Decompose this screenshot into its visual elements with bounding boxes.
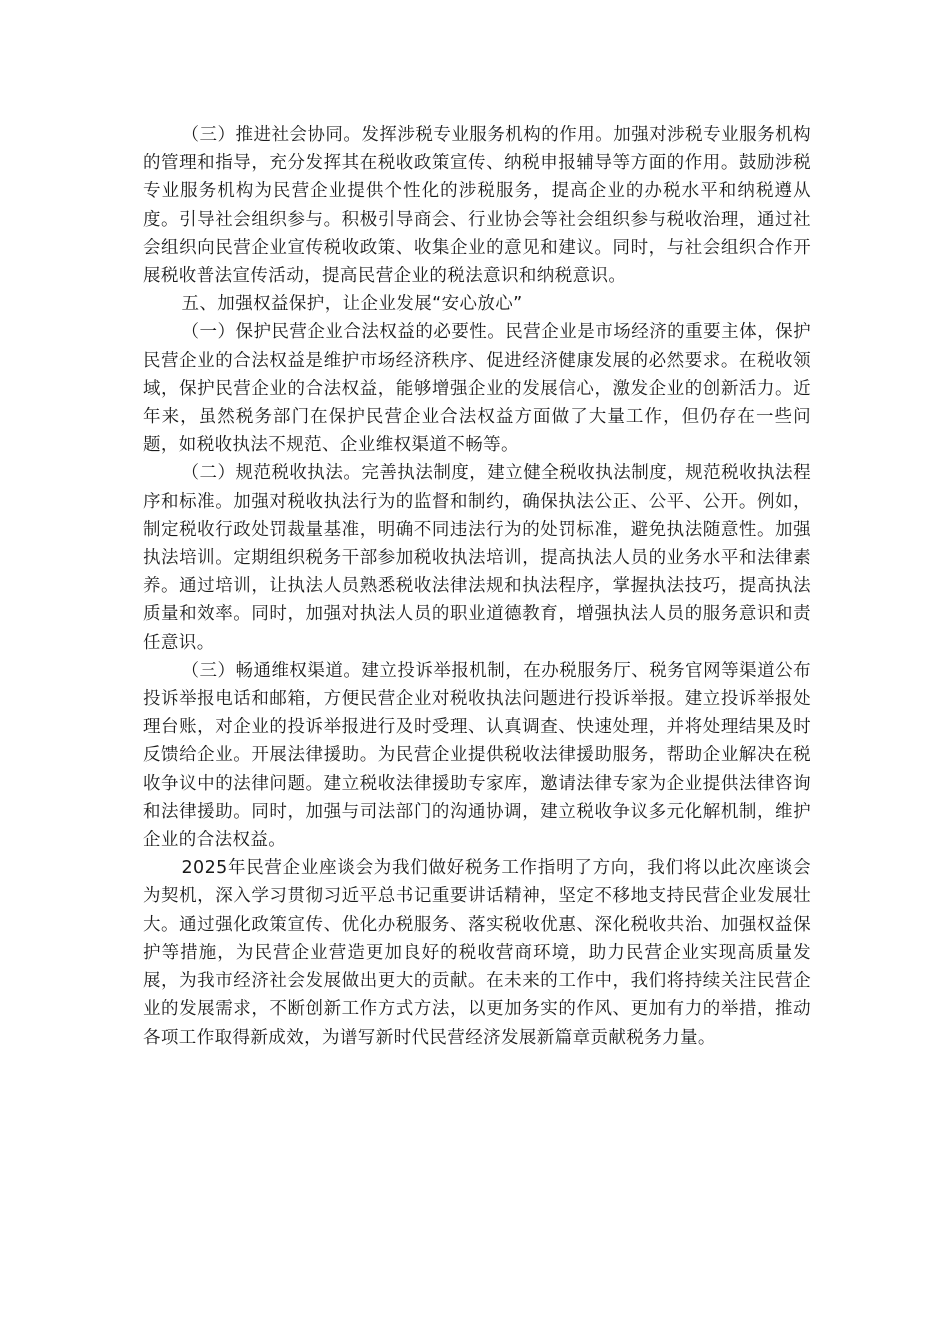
paragraph-social-collaboration: （三）推进社会协同。发挥涉税专业服务机构的作用。加强对涉税专业服务机构的管理和指导，充分发挥其在税收政策宣传、纳税申报辅导等方面的作用。鼓励涉税专业服务机构为民营企业提供个性化的涉税服务，提高企业的办税水平和纳税遵从度。引导社会组织参与。积极引导商会、行业协会等社会组织参与税收治理，通过社会组织向民营企业宣传税收政策、收集企业的意见和建议。同时，与社会组织合作开展税收普法宣传活动，提高民营企业的税法意识和纳税意识。 xyxy=(143,125,811,287)
paragraph-regulate-enforcement: （二）规范税收执法。完善执法制度，建立健全税收执法制度，规范税收执法程序和标准。加强对税收执法行为的监督和制约，确保执法公正、公平、公开。例如，制定税收行政处罚裁量基准，明确不同违法行为的处罚标准，避免执法随意性。加强执法培训。定期组织税务干部参加税收执法培训，提高执法人员的业务水平和法律素养。通过培训，让执法人员熟悉税收法律法规和执法程序，掌握执法技巧，提高执法质量和效率。同时，加强对执法人员的职业道德教育，增强执法人员的服务意识和责任意识。 xyxy=(143,463,811,653)
section-heading-rights-protection: 五、加强权益保护，让企业发展“安心放心” xyxy=(181,294,523,315)
paragraph-rights-necessity: （一）保护民营企业合法权益的必要性。民营企业是市场经济的重要主体，保护民营企业的合法权益是维护市场经济秩序、促进经济健康发展的必然要求。在税收领域，保护民营企业的合法权益，能够增强企业的发展信心，激发企业的创新活力。近年来，虽然税务部门在保护民营企业合法权益方面做了大量工作，但仍存在一些问题，如税收执法不规范、企业维权渠道不畅等。 xyxy=(143,322,811,456)
document-body xyxy=(143,121,811,1052)
paragraph-rights-channels: （三）畅通维权渠道。建立投诉举报机制，在办税服务厅、税务官网等渠道公布投诉举报电话和邮箱，方便民营企业对税收执法问题进行投诉举报。建立投诉举报处理台账，对企业的投诉举报进行及时受理、认真调查、快速处理，并将处理结果及时反馈给企业。开展法律援助。为民营企业提供税收法律援助服务，帮助企业解决在税收争议中的法律问题。建立税收法律援助专家库，邀请法律专家为企业提供法律咨询和法律援助。同时，加强与司法部门的沟通协调，建立税收争议多元化解机制，维护企业的合法权益。 xyxy=(143,660,811,851)
paragraph-conclusion: 2025年民营企业座谈会为我们做好税务工作指明了方向，我们将以此次座谈会为契机，深入学习贯彻习近平总书记重要讲话精神，坚定不移地支持民营企业发展壮大。通过强化政策宣传、优化办税服务、落实税收优惠、深化税收共治、加强权益保护等措施，为民营企业营造更加良好的税收营商环境，助力民营企业实现高质量发展，为我市经济社会发展做出更大的贡献。在未来的工作中，我们将持续关注民营企业的发展需求，不断创新工作方式方法，以更加务实的作风、更加有力的举措，推动各项工作取得新成效，为谱写新时代民营经济发展新篇章贡献税务力量。 xyxy=(143,858,811,1048)
